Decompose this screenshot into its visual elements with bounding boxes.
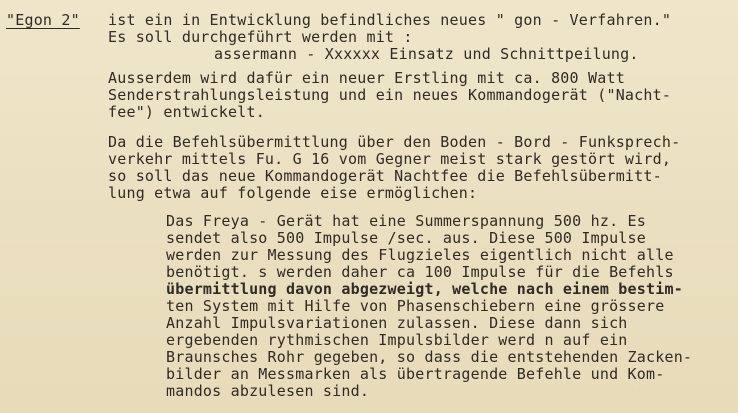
para4-line-9: Braunsches Rohr gegeben, so dass die entstehenden Zacken- <box>166 348 693 366</box>
para1-line-2: Es soll durchgeführt werden mit : <box>108 28 413 46</box>
para2-line-3: fee") entwickelt. <box>108 103 265 121</box>
para1-line-3: assermann - Xxxxxx Einsatz und Schnittpeilung. <box>214 45 639 63</box>
para4-line-2: sendet also 500 Impulse /sec. aus. Diese 500 Impulse <box>166 229 646 247</box>
para3-line-1: Da die Befehlsübermittlung über den Boden - Bord - Funksprech- <box>108 133 681 151</box>
para3-line-2: verkehr mittels Fu. G 16 vom Gegner meist stark gestört wird, <box>108 150 672 168</box>
para4-line-7: Anzahl Impulsvariationen zulassen. Diese dann sich <box>166 314 628 332</box>
para2-line-2: Senderstrahlungsleistung und ein neues Kommandogerät ("Nacht- <box>108 86 672 104</box>
para4-line-5: übermittlung davon abgezweigt, welche nach einem bestim- <box>166 280 683 298</box>
para3-line-3: so soll das neue Kommandogerät Nachtfee die Befehlsübermitt- <box>108 167 662 185</box>
para4-line-10: bilder an Messmarken als übertragende Befehle und Kom- <box>166 365 665 383</box>
para4-line-11: mandos abzulesen sind. <box>166 382 370 400</box>
para2-line-1: Ausserdem wird dafür ein neuer Erstling mit ca. 800 Watt <box>108 69 625 87</box>
para1-line-1: ist ein in Entwicklung befindliches neues " gon - Verfahren." <box>108 11 672 29</box>
para4-line-8: ergebenden rythmischen Impulsbilder werd n auf ein <box>166 331 628 349</box>
para4-line-3: werden zur Messung des Flugzieles eigentlich nicht alle <box>166 246 674 264</box>
para4-line-1: Das Freya - Gerät hat eine Summerspannung 500 hz. Es <box>166 212 646 230</box>
para4-line-6: ten System mit Hilfe von Phasenschiebern eine grössere <box>166 297 665 315</box>
para4-line-4: benötigt. s werden daher ca 100 Impulse für die Befehls <box>166 263 674 281</box>
document-tag: "Egon 2" <box>6 11 80 29</box>
para3-line-4: lung etwa auf folgende eise ermöglichen: <box>108 184 478 202</box>
